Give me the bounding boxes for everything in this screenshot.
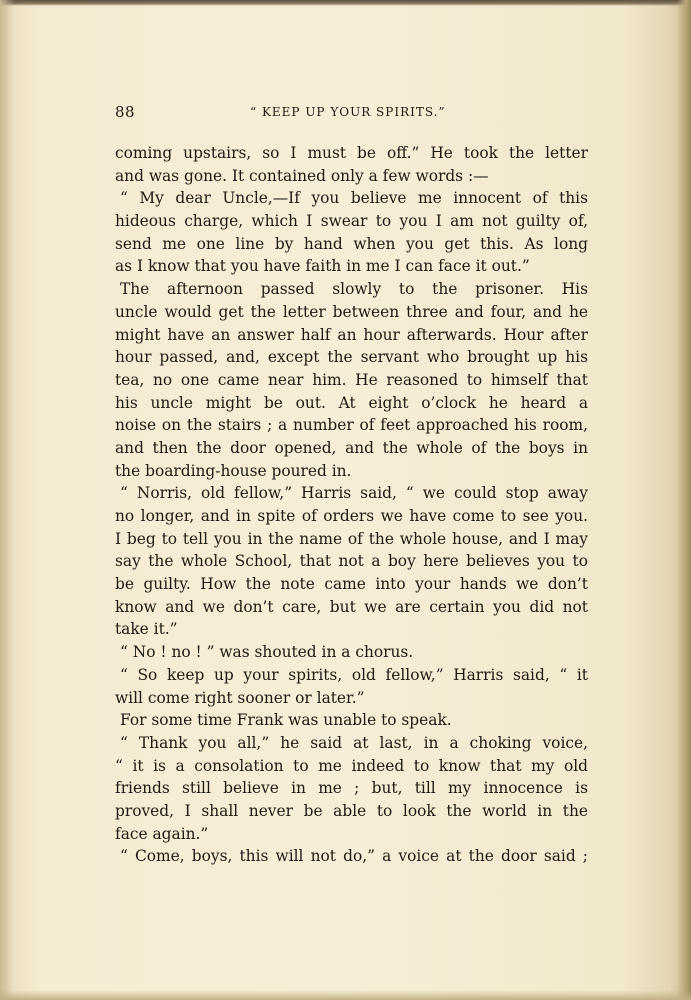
text-line: friends still believe in me ; but, till my innocence is — [115, 779, 588, 798]
text-line: face again.” — [115, 824, 209, 843]
text-line: the boarding-house poured in. — [115, 461, 352, 480]
text-line: no longer, and in spite of orders we have come to see you. — [115, 507, 588, 525]
text-line: I beg to tell you in the name of the whole house, and I may — [115, 529, 588, 548]
text-line: noise on the stairs ; a number of feet approached his room, — [115, 416, 588, 435]
text-line: “ No ! no ! ” was shouted in a chorus. — [120, 643, 414, 662]
text-line: For some time Frank was unable to speak. — [120, 711, 452, 730]
text-line: hideous charge, which I swear to you I am not guilty of, — [115, 212, 588, 231]
text-line: “ it is a consolation to me indeed to know that my old — [115, 756, 588, 775]
body-text — [115, 142, 588, 868]
text-line: “ Norris, old fellow,” Harris said, “ we could stop away — [120, 484, 588, 503]
page-header — [115, 103, 588, 125]
page-edge — [677, 0, 691, 1000]
text-line: as I know that you have faith in me I can face it out.” — [115, 257, 530, 276]
page-number: 88 — [115, 103, 136, 121]
text-line: coming upstairs, so I must be off.” He took the letter — [115, 144, 588, 162]
top-edge-shadow — [0, 0, 691, 6]
text-line: know and we don’t care, but we are certain you did not — [115, 597, 588, 616]
text-line: tea, no one came near him. He reasoned to himself that — [115, 370, 588, 389]
text-line: “ Come, boys, this will not do,” a voice at the door said ; — [120, 847, 588, 866]
text-line: send me one line by hand when you get this. As long — [115, 234, 588, 253]
text-line: his uncle might be out. At eight o’clock he heard a — [115, 393, 588, 412]
text-line: “ My dear Uncle,—If you believe me innocent of this — [120, 189, 588, 208]
text-line: and was gone. It contained only a few words :— — [115, 166, 489, 185]
gutter-shadow — [0, 0, 14, 1000]
text-line: uncle would get the letter between three and four, and he — [115, 302, 588, 321]
text-line: say the whole School, that not a boy here believes you to — [115, 552, 588, 571]
text-line: “ Thank you all,” he said at last, in a choking voice, — [120, 733, 588, 752]
text-line: “ So keep up your spirits, old fellow,” Harris said, “ it — [120, 665, 588, 684]
text-line: and then the door opened, and the whole of the boys in — [115, 438, 588, 457]
running-head: “ KEEP UP YOUR SPIRITS.” — [250, 105, 446, 119]
text-line: The afternoon passed slowly to the prisoner. His — [120, 280, 588, 299]
bottom-edge-shadow — [0, 990, 691, 1000]
text-line: hour passed, and, except the servant who brought up his — [115, 348, 588, 367]
text-line: take it.” — [115, 620, 178, 639]
text-line: might have an answer half an hour afterwards. Hour after — [115, 325, 588, 344]
text-line: proved, I shall never be able to look the world in the — [115, 801, 588, 820]
text-line: will come right sooner or later.” — [115, 688, 365, 707]
text-line: be guilty. How the note came into your hands we don’t — [115, 575, 588, 594]
